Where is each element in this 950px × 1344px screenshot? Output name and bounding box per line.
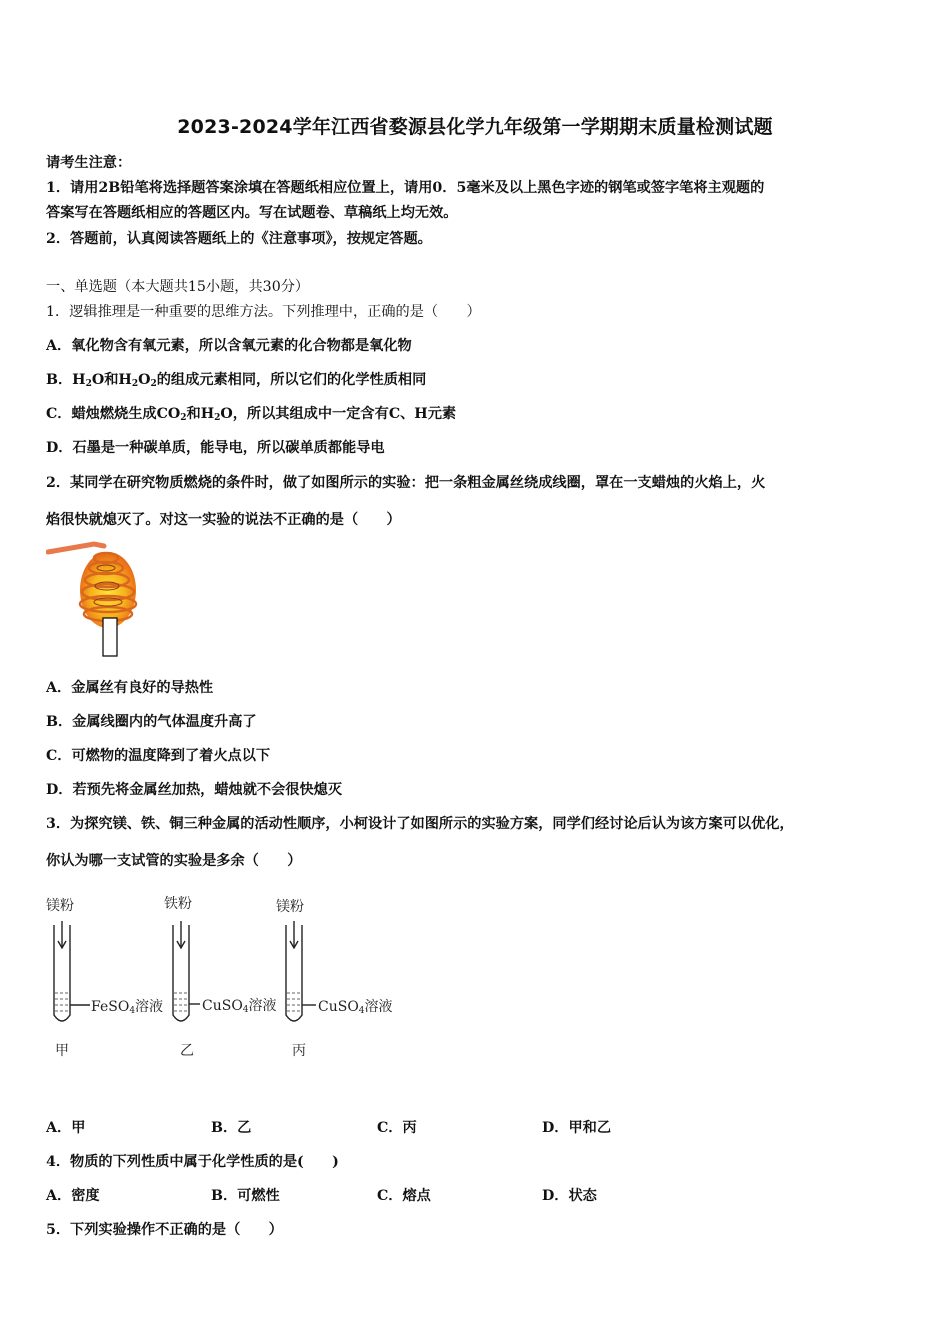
notice-item-1-line-1: 1．请用2B铅笔将选择题答案涂填在答题纸相应位置上，请用0．5毫米及以上黑色字迹的钢笔或签字笔将主观题的 xyxy=(46,180,765,196)
question-2-option-b: B．金属线圈内的气体温度升高了 xyxy=(46,714,257,730)
notice-item-2: 2．答题前，认真阅读答题纸上的《注意事项》，按规定答题。 xyxy=(46,231,432,247)
question-4-option-d: D．状态 xyxy=(542,1188,597,1204)
notice-item-1-line-2: 答案写在答题纸相应的答题区内。写在试题卷、草稿纸上均无效。 xyxy=(46,205,458,221)
section-heading: 一、单选题（本大题共15小题，共30分） xyxy=(46,279,310,295)
tube-3-reagent: 镁粉 xyxy=(276,899,304,915)
question-2-option-c: C．可燃物的温度降到了着火点以下 xyxy=(46,748,271,764)
question-4-option-c: C．熔点 xyxy=(377,1188,431,1204)
wire-handle xyxy=(48,544,104,552)
question-2-stem-line-2: 焰很快就熄灭了。对这一实验的说法不正确的是（ ） xyxy=(46,512,401,528)
tube-2-reagent: 铁粉 xyxy=(164,896,192,912)
question-2-option-a: A．金属丝有良好的导热性 xyxy=(46,680,214,696)
candle-coil-figure xyxy=(46,540,146,660)
question-2-option-d: D．若预先将金属丝加热，蜡烛就不会很快熄灭 xyxy=(46,782,343,798)
question-3-option-a: A．甲 xyxy=(46,1120,86,1136)
question-1-option-c: C．蜡烛燃烧生成$CO_2$和$H_2O$，所以其组成中一定含有C、H元素 xyxy=(46,406,457,423)
question-1-option-a: A．氧化物含有氧元素，所以含氧元素的化合物都是氧化物 xyxy=(46,338,412,354)
test-tubes-figure xyxy=(40,915,410,1035)
tube-3-name: 丙 xyxy=(292,1043,306,1059)
tube-1-name: 甲 xyxy=(55,1043,69,1059)
tube-2-solution: CuSO$_4$溶液 xyxy=(202,998,277,1015)
question-4-option-a: A．密度 xyxy=(46,1188,100,1204)
question-1-option-d: D．石墨是一种碳单质，能导电，所以碳单质都能导电 xyxy=(46,440,385,456)
page-title: 2023-2024学年江西省婺源县化学九年级第一学期期末质量检测试题 xyxy=(177,116,773,138)
tube-1-solution: FeSO$_4$溶液 xyxy=(91,999,164,1016)
question-3-stem-line-1: 3．为探究镁、铁、铜三种金属的活动性顺序，小柯设计了如图所示的实验方案，同学们经讨论后认为该方案可以优化， xyxy=(46,816,794,832)
question-4-stem: 4．物质的下列性质中属于化学性质的是( ) xyxy=(46,1154,339,1170)
tube-2-name: 乙 xyxy=(180,1043,194,1059)
notice-heading: 请考生注意： xyxy=(46,155,132,171)
question-3-option-d: D．甲和乙 xyxy=(542,1120,612,1136)
tube-3-solution: CuSO$_4$溶液 xyxy=(318,999,393,1016)
question-5-stem: 5．下列实验操作不正确的是（ ） xyxy=(46,1222,283,1238)
question-1-option-b: B．$H_2O$和$H_2O_2$的组成元素相同，所以它们的化学性质相同 xyxy=(46,372,427,389)
question-1-stem: 1．逻辑推理是一种重要的思维方法。下列推理中，正确的是（ ） xyxy=(46,304,481,320)
question-4-option-b: B．可燃性 xyxy=(211,1188,280,1204)
question-2-stem-line-1: 2．某同学在研究物质燃烧的条件时，做了如图所示的实验：把一条粗金属丝绕成线圈，罩在一支蜡烛的火焰上，火 xyxy=(46,475,766,491)
candle xyxy=(103,618,117,656)
question-3-option-b: B．乙 xyxy=(211,1120,252,1136)
question-3-stem-line-2: 你认为哪一支试管的实验是多余（ ） xyxy=(46,853,302,869)
question-3-option-c: C．丙 xyxy=(377,1120,417,1136)
tube-1-reagent: 镁粉 xyxy=(46,898,74,914)
